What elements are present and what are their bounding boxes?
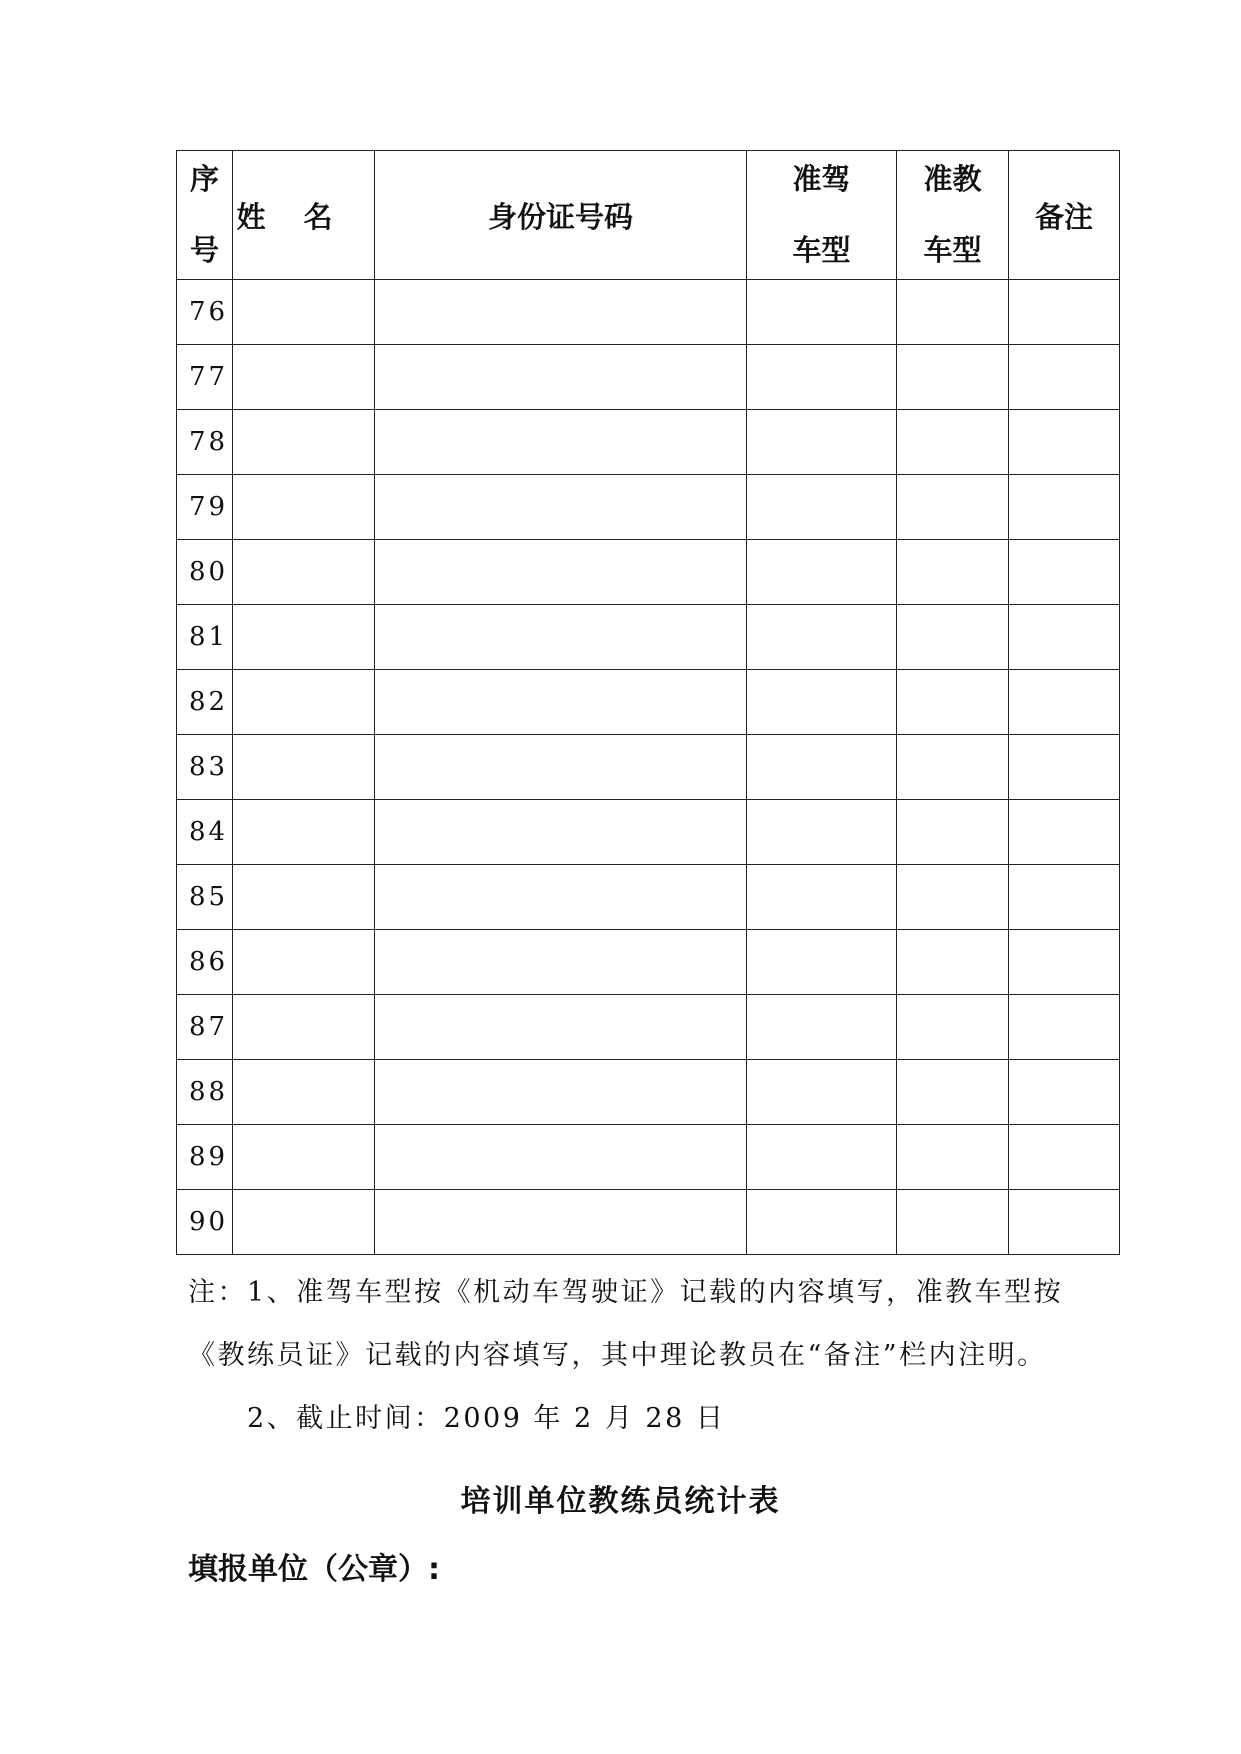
cell-drive-type[interactable] xyxy=(747,410,897,475)
note-line-2: 《教练员证》记载的内容填写，其中理论教员在“备注”栏内注明。 xyxy=(188,1340,1047,1371)
table-row xyxy=(177,345,1120,410)
cell-drive-type[interactable] xyxy=(747,345,897,410)
cell-drive-type[interactable] xyxy=(747,930,897,995)
cell-remark[interactable] xyxy=(1009,475,1120,540)
cell-seq: 87 xyxy=(177,995,233,1060)
cell-name[interactable] xyxy=(233,605,375,670)
cell-remark[interactable] xyxy=(1009,865,1120,930)
cell-seq: 76 xyxy=(177,280,233,345)
cell-seq: 82 xyxy=(177,670,233,735)
cell-teach-type[interactable] xyxy=(897,540,1009,605)
cell-seq: 79 xyxy=(177,475,233,540)
cell-drive-type[interactable] xyxy=(747,475,897,540)
table-row xyxy=(177,1060,1120,1125)
cell-teach-type[interactable] xyxy=(897,670,1009,735)
header-id-number xyxy=(375,151,747,280)
cell-remark[interactable] xyxy=(1009,345,1120,410)
cell-seq: 90 xyxy=(177,1190,233,1255)
cell-drive-type[interactable] xyxy=(747,280,897,345)
cell-teach-type[interactable] xyxy=(897,1190,1009,1255)
form-title: 培训单位教练员统计表 xyxy=(460,1484,781,1519)
cell-name[interactable] xyxy=(233,800,375,865)
header-teach-type-line1: 准教 xyxy=(923,162,982,196)
header-drive-type-line2: 车型 xyxy=(792,233,851,267)
cell-name[interactable] xyxy=(233,410,375,475)
header-row xyxy=(177,151,1120,280)
cell-name[interactable] xyxy=(233,280,375,345)
table-row xyxy=(177,605,1120,670)
header-seq-line1: 序 xyxy=(189,162,219,196)
cell-drive-type[interactable] xyxy=(747,670,897,735)
cell-id-number[interactable] xyxy=(375,410,747,475)
cell-teach-type[interactable] xyxy=(897,800,1009,865)
cell-name[interactable] xyxy=(233,1190,375,1255)
cell-id-number[interactable] xyxy=(375,670,747,735)
cell-drive-type[interactable] xyxy=(747,1060,897,1125)
cell-seq: 78 xyxy=(177,410,233,475)
cell-name[interactable] xyxy=(233,475,375,540)
cell-id-number[interactable] xyxy=(375,540,747,605)
table-row xyxy=(177,995,1120,1060)
cell-remark[interactable] xyxy=(1009,670,1120,735)
cell-id-number[interactable] xyxy=(375,475,747,540)
cell-seq: 85 xyxy=(177,865,233,930)
cell-teach-type[interactable] xyxy=(897,865,1009,930)
cell-drive-type[interactable] xyxy=(747,865,897,930)
table-row xyxy=(177,540,1120,605)
cell-teach-type[interactable] xyxy=(897,1060,1009,1125)
cell-remark[interactable] xyxy=(1009,1125,1120,1190)
cell-id-number[interactable] xyxy=(375,1190,747,1255)
cell-id-number[interactable] xyxy=(375,345,747,410)
cell-teach-type[interactable] xyxy=(897,345,1009,410)
cell-name[interactable] xyxy=(233,995,375,1060)
cell-name[interactable] xyxy=(233,345,375,410)
cell-name[interactable] xyxy=(233,930,375,995)
cell-id-number[interactable] xyxy=(375,280,747,345)
cell-name[interactable] xyxy=(233,735,375,800)
cell-teach-type[interactable] xyxy=(897,995,1009,1060)
cell-drive-type[interactable] xyxy=(747,605,897,670)
header-remark xyxy=(1009,151,1120,280)
cell-remark[interactable] xyxy=(1009,735,1120,800)
cell-id-number[interactable] xyxy=(375,605,747,670)
header-id-number-label: 身份证号码 xyxy=(487,199,633,234)
cell-remark[interactable] xyxy=(1009,800,1120,865)
header-remark-label: 备注 xyxy=(1034,199,1093,234)
cell-remark[interactable] xyxy=(1009,280,1120,345)
cell-id-number[interactable] xyxy=(375,735,747,800)
cell-seq: 84 xyxy=(177,800,233,865)
cell-remark[interactable] xyxy=(1009,1060,1120,1125)
cell-drive-type[interactable] xyxy=(747,1190,897,1255)
header-seq xyxy=(177,151,233,280)
cell-remark[interactable] xyxy=(1009,605,1120,670)
table-row xyxy=(177,410,1120,475)
cell-seq: 89 xyxy=(177,1125,233,1190)
header-name xyxy=(233,151,375,280)
instructor-table xyxy=(176,150,1120,1255)
cell-remark[interactable] xyxy=(1009,995,1120,1060)
cell-teach-type[interactable] xyxy=(897,735,1009,800)
cell-id-number[interactable] xyxy=(375,995,747,1060)
cell-drive-type[interactable] xyxy=(747,995,897,1060)
cell-id-number[interactable] xyxy=(375,930,747,995)
fill-unit-label: 填报单位（公章）: xyxy=(188,1552,440,1587)
table-row xyxy=(177,1125,1120,1190)
cell-remark[interactable] xyxy=(1009,930,1120,995)
cell-teach-type[interactable] xyxy=(897,475,1009,540)
cell-id-number[interactable] xyxy=(375,865,747,930)
header-teach-type xyxy=(897,151,1009,280)
cell-name[interactable] xyxy=(233,670,375,735)
cell-name[interactable] xyxy=(233,1125,375,1190)
note-line-3: 2、截止时间：2009 年 2 月 28 日 xyxy=(247,1403,726,1434)
cell-seq: 80 xyxy=(177,540,233,605)
table-row xyxy=(177,475,1120,540)
cell-drive-type[interactable] xyxy=(747,735,897,800)
cell-teach-type[interactable] xyxy=(897,930,1009,995)
cell-seq: 83 xyxy=(177,735,233,800)
header-drive-type-line1: 准驾 xyxy=(792,162,851,196)
note-line-1: 注：1、准驾车型按《机动车驾驶证》记载的内容填写，准教车型按 xyxy=(188,1277,1064,1308)
cell-seq: 86 xyxy=(177,930,233,995)
cell-id-number[interactable] xyxy=(375,1060,747,1125)
table-row xyxy=(177,735,1120,800)
cell-remark[interactable] xyxy=(1009,1190,1120,1255)
cell-seq: 77 xyxy=(177,345,233,410)
cell-seq: 88 xyxy=(177,1060,233,1125)
table-row xyxy=(177,865,1120,930)
cell-drive-type[interactable] xyxy=(747,800,897,865)
cell-drive-type[interactable] xyxy=(747,1125,897,1190)
cell-remark[interactable] xyxy=(1009,410,1120,475)
table-row xyxy=(177,670,1120,735)
cell-teach-type[interactable] xyxy=(897,410,1009,475)
cell-id-number[interactable] xyxy=(375,1125,747,1190)
cell-name[interactable] xyxy=(233,540,375,605)
cell-id-number[interactable] xyxy=(375,800,747,865)
table-row xyxy=(177,1190,1120,1255)
cell-name[interactable] xyxy=(233,865,375,930)
cell-name[interactable] xyxy=(233,1060,375,1125)
table-row xyxy=(177,280,1120,345)
table-row xyxy=(177,930,1120,995)
header-drive-type xyxy=(747,151,897,280)
cell-teach-type[interactable] xyxy=(897,1125,1009,1190)
cell-remark[interactable] xyxy=(1009,540,1120,605)
cell-drive-type[interactable] xyxy=(747,540,897,605)
header-teach-type-line2: 车型 xyxy=(923,233,982,267)
header-name-label: 姓名 xyxy=(236,199,371,234)
table-row xyxy=(177,800,1120,865)
cell-teach-type[interactable] xyxy=(897,280,1009,345)
cell-teach-type[interactable] xyxy=(897,605,1009,670)
header-seq-line2: 号 xyxy=(189,233,219,267)
cell-seq: 81 xyxy=(177,605,233,670)
